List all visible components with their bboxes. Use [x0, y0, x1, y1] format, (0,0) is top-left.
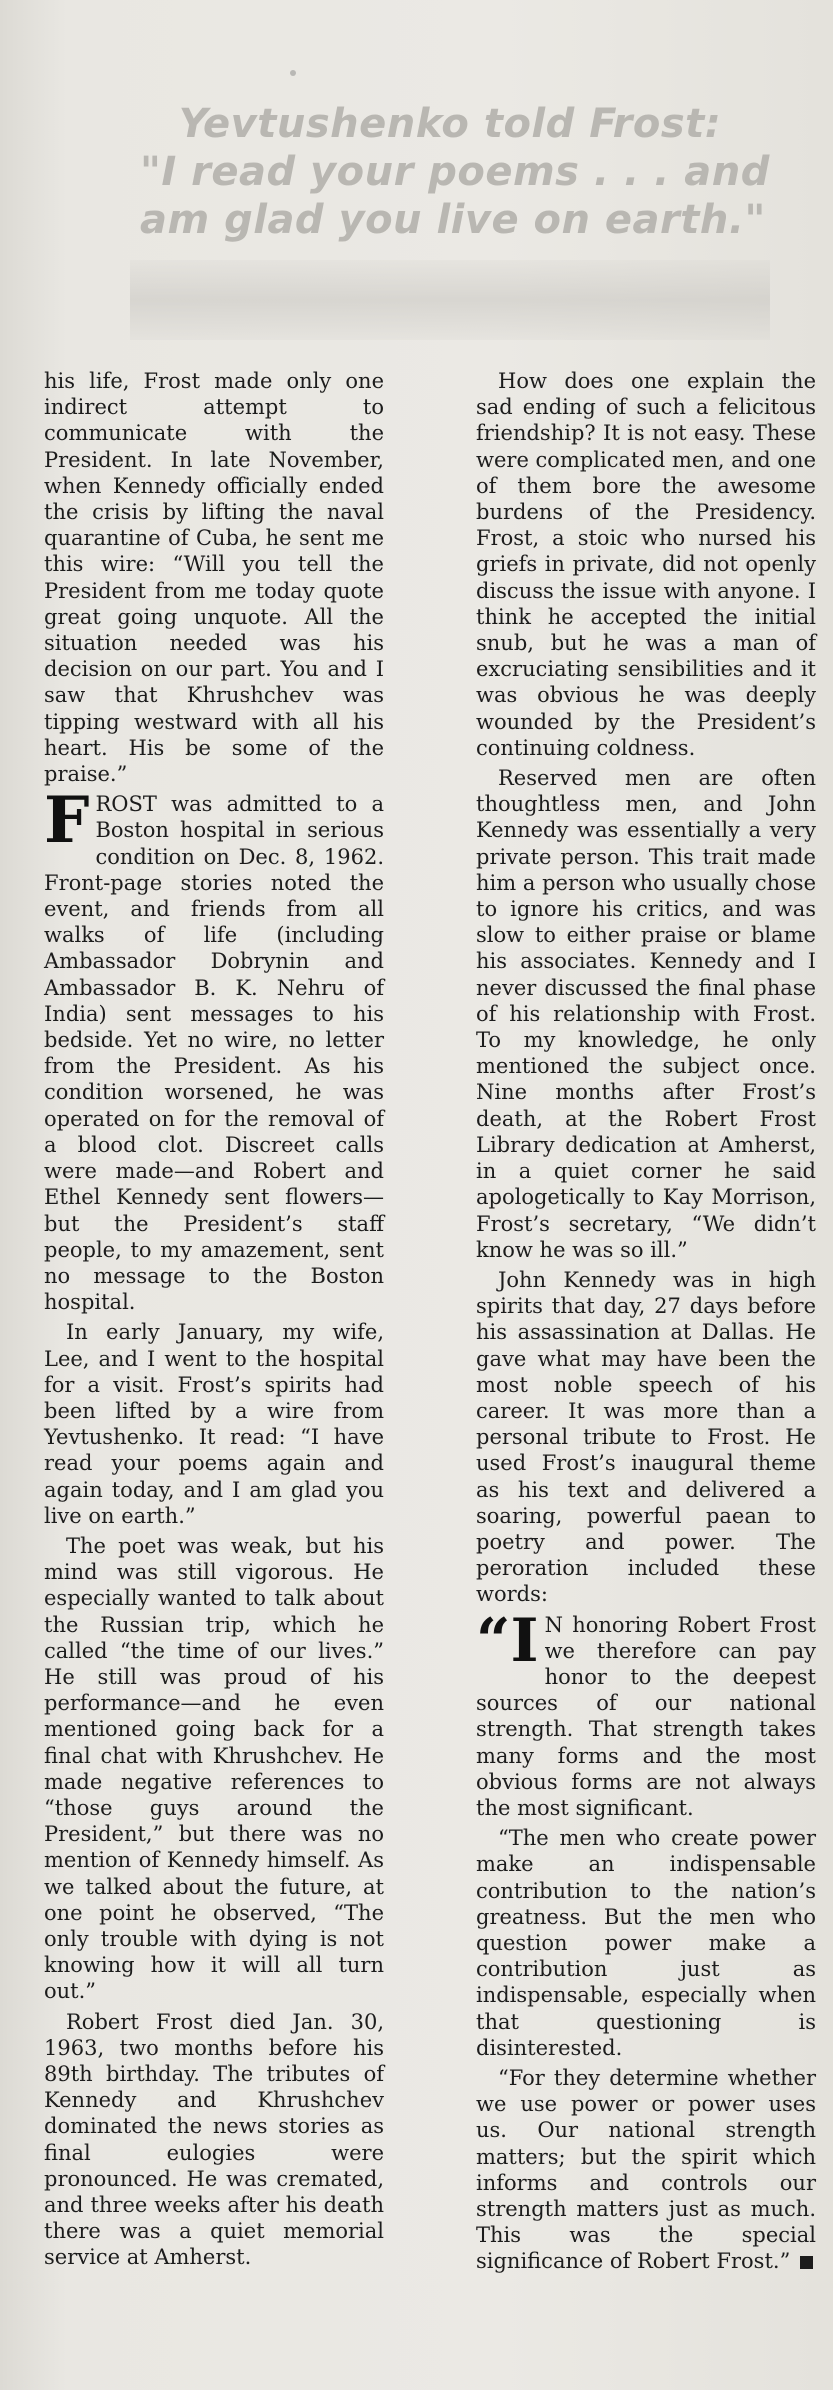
drop-cap: “I [476, 1605, 539, 1676]
end-mark-icon [800, 2256, 813, 2269]
paragraph [476, 1605, 816, 1822]
paragraph: Reserved men are often thoughtless men, and John Kennedy was essentially a very private person. This trait made him a person who usually chose to ignore his critics, and was slow to either praise or blame his associates. Kennedy and I never discussed the final phase of his relationship with Frost. To my knowledge, he only mentioned the subject once. Nine months after Frost’s death, at the Robert Frost Library dedication at Amherst, in a quiet corner he said apologetically to Kay Morrison, Frost’s secretary, “We didn’t know he was so ill.” [476, 766, 816, 1262]
faded-print-band [130, 260, 770, 340]
drop-cap: F [44, 783, 90, 859]
headline-line-1: Yevtushenko told Frost: [178, 101, 722, 147]
paragraph: Robert Frost died Jan. 30, 1963, two months before his 89th birthday. The tributes of Kennedy and Khrushchev dominated the news stories as final eulogies were pronounced. He was cremated, and three weeks after his death there was a quiet memorial service at Amherst. [44, 2009, 384, 2270]
paragraph: In early January, my wife, Lee, and I went to the hospital for a visit. Frost’s spirits had been lifted by a wire from Yevtushenko. It read: “I have read your poems again and again today, and I am glad you live on earth.” [44, 1320, 384, 1528]
paragraph: The poet was weak, but his mind was still vigorous. He especially wanted to talk about the Russian trip, which he called “the time of our lives.” He still was proud of his performance—and he even mentioned going back for a final chat with Khrushchev. He made negative references to “those guys around the President,” but there was no mention of Kennedy himself. As we talked about the future, at one point he observed, “The only trouble with dying is not knowing how it will all turn out.” [44, 1533, 384, 2004]
paragraph-text: ROST was admitted to a Boston hospital in serious condition on Dec. 8, 1962. Front-page stories noted the event, and friends from all walks of life (including Ambassador Dobrynin and Ambassador B. K. Nehru of India) sent messages to his bedside. Yet no wire, no letter from the President. As his condition worsened, he was operated on for the removal of a blood clot. Discreet calls were made—and Robert and Ethel Kennedy sent flowers—but the President’s staff people, to my amazement, sent no message to the Boston hospital. [44, 792, 384, 1315]
headline-line-2: "I read your poems . . . and [140, 149, 770, 195]
paragraph: John Kennedy was in high spirits that day, 27 days before his assassination at Dallas. He gave what may have been the most noble speech of his career. It was more than a personal tribute to Frost. He used Frost’s inaugural theme as his text and delivered a soaring, powerful paean to poetry and power. The peroration included these words: [476, 1267, 816, 1607]
paragraph-text: N honoring Robert Frost we therefore can pay honor to the deepest sources of our national strength. That strength takes many forms and the most obvious forms are not always the most significant. [476, 1612, 816, 1820]
paragraph [44, 783, 384, 1315]
headline-line-3: am glad you live on earth." [140, 197, 766, 243]
paragraph: “The men who create power make an indispensable contribution to the nation’s greatness. But the men who question power make a contribution just as indispensable, especially when that questioning is disinterested. [476, 1826, 816, 2060]
left-column [44, 368, 384, 2275]
page-speck [290, 70, 296, 76]
headline [140, 100, 770, 244]
right-column [476, 368, 816, 2279]
paragraph: How does one explain the sad ending of such a felicitous friendship? It is not easy. These were complicated men, and one of them bore the awesome burdens of the Presidency. Frost, a stoic who nursed his griefs in private, did not openly discuss the issue with anyone. I think he accepted the initial snub, but he was a man of excruciating sensibilities and it was obvious he was deeply wounded by the President’s continuing coldness. [476, 369, 816, 760]
paragraph-text: “For they determine whether we use power or power uses us. Our national strength matters; but the spirit which informs and controls our strength matters just as much. This was the special significance of Robert Frost.” [476, 2066, 816, 2274]
paragraph [476, 2065, 816, 2275]
paragraph: his life, Frost made only one indirect attempt to communicate with the President. In late November, when Kennedy officially ended the crisis by lifting the naval quarantine of Cuba, he sent me this wire: “Will you tell the President from me today quote great going unquote. All the situation needed was his decision on our part. You and I saw that Khrushchev was tipping westward with all his heart. His be some of the praise.” [44, 369, 384, 787]
